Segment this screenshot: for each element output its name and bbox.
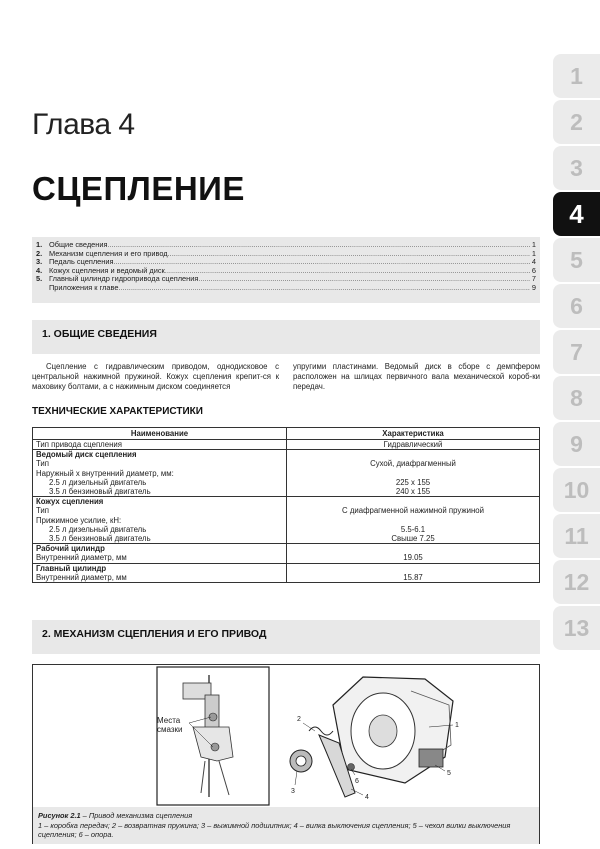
callout-6: 6	[355, 778, 359, 785]
intro-paragraph-right: упругими пластинами. Ведомый диск в сборе с демпфером расположен на шлицах первичного вала механической короб-ки передач.	[293, 362, 540, 392]
callout-3: 3	[291, 788, 295, 795]
spec-label: Тип	[33, 459, 287, 468]
specs-heading: ТЕХНИЧЕСКИЕ ХАРАКТЕРИСТИКИ	[32, 406, 203, 417]
table-row	[33, 553, 540, 563]
toc-number: 2.	[36, 248, 43, 258]
fork-boot	[419, 749, 443, 767]
lubrication-label-line1: Места	[157, 716, 181, 725]
spec-label: Внутренний диаметр, мм	[33, 573, 287, 583]
table-header-row	[33, 428, 540, 440]
toc-leader	[107, 241, 530, 250]
chapter-tabs	[553, 54, 600, 652]
spec-label: Внутренний диаметр, мм	[33, 553, 287, 563]
toc-number: 3.	[36, 257, 43, 267]
spec-value-empty	[287, 450, 540, 460]
chapter-tab-2[interactable]: 2	[553, 100, 600, 144]
table-of-contents	[32, 237, 540, 303]
chapter-tab-4-active[interactable]: 4	[553, 192, 600, 236]
callout-4: 4	[365, 794, 369, 801]
callout-5: 5	[447, 770, 451, 777]
caption-items: 1 – коробка передач; 2 – возвратная пружина; 3 – выжимной подшипник; 4 – вилка выключения сцепления; 5 – чехол вилки выключения сцепления; 6 – опора.	[38, 820, 511, 840]
spec-value-empty	[287, 563, 540, 573]
chapter-title: СЦЕПЛЕНИЕ	[32, 170, 245, 207]
chapter-tab-13[interactable]: 13	[553, 606, 600, 650]
spec-value-empty	[287, 516, 540, 525]
spec-label: Тип привода сцепления	[33, 440, 287, 450]
spec-value: 19.05	[287, 553, 540, 563]
table-row	[33, 440, 540, 450]
spec-value: 225 х 155	[287, 478, 540, 487]
spec-value-empty	[287, 469, 540, 478]
spec-value: Свыше 7.25	[287, 534, 540, 544]
toc-item[interactable]	[36, 284, 536, 293]
section-2-heading: 2. МЕХАНИЗМ СЦЕПЛЕНИЯ И ЕГО ПРИВОД	[32, 620, 540, 654]
table-row	[33, 478, 540, 487]
toc-leader	[114, 258, 531, 267]
table-row	[33, 516, 540, 525]
callout-leader	[295, 771, 297, 785]
table-row	[33, 450, 540, 460]
chapter-tab-8[interactable]: 8	[553, 376, 600, 420]
caption-title: – Привод механизма сцепления	[80, 811, 193, 820]
chapter-tab-12[interactable]: 12	[553, 560, 600, 604]
section-1-heading: 1. ОБЩИЕ СВЕДЕНИЯ	[32, 320, 540, 354]
toc-number: 1.	[36, 240, 43, 249]
figure-caption	[33, 807, 539, 844]
spec-label: 3.5 л бензиновый двигатель	[33, 487, 287, 497]
toc-page: 4	[531, 257, 536, 267]
spec-group-header: Кожух сцепления	[33, 497, 287, 507]
toc-number: 4.	[36, 265, 43, 275]
table-row	[33, 469, 540, 478]
chapter-tab-10[interactable]: 10	[553, 468, 600, 512]
chapter-tab-11[interactable]: 11	[553, 514, 600, 558]
col-value-header: Характеристика	[287, 428, 540, 440]
chapter-tab-3[interactable]: 3	[553, 146, 600, 190]
toc-number	[36, 284, 49, 293]
toc-leader	[168, 250, 530, 259]
spec-group-header: Главный цилиндр	[33, 563, 287, 573]
table-row	[33, 563, 540, 573]
chapter-tab-9[interactable]: 9	[553, 422, 600, 466]
toc-text: Кожух сцепления и ведомый диск	[49, 265, 165, 275]
spec-label: 2.5 л дизельный двигатель	[33, 525, 287, 534]
figure-2-1	[32, 664, 540, 844]
toc-text: Механизм сцепления и его привод	[49, 248, 168, 258]
spec-value: Гидравлический	[287, 440, 540, 450]
chapter-tab-1[interactable]: 1	[553, 54, 600, 98]
table-row	[33, 544, 540, 554]
return-spring	[309, 727, 333, 735]
table-row	[33, 459, 540, 468]
toc-text: Главный цилиндр гидропривода сцепления	[49, 274, 199, 284]
chapter-tab-7[interactable]: 7	[553, 330, 600, 374]
table-row	[33, 525, 540, 534]
col-name-header: Наименование	[33, 428, 287, 440]
toc-page: 9	[531, 282, 536, 292]
spec-group-header: Рабочий цилиндр	[33, 544, 287, 554]
chapter-tab-6[interactable]: 6	[553, 284, 600, 328]
table-row	[33, 573, 540, 583]
toc-page: 6	[531, 265, 536, 275]
table-row	[33, 506, 540, 515]
toc-text: Общие сведения	[49, 240, 108, 249]
chapter-label: Глава 4	[32, 108, 135, 141]
callout-2: 2	[297, 716, 301, 723]
toc-page: 7	[531, 274, 536, 284]
clutch-drive-illustration	[33, 665, 541, 807]
lubrication-point	[211, 743, 219, 751]
spec-value: С диафрагменной нажимной пружиной	[287, 506, 540, 515]
spec-value: 5.5-6.1	[287, 525, 540, 534]
caption-label: Рисунок 2.1	[38, 811, 81, 820]
toc-number: 5.	[36, 274, 43, 284]
spec-label: 3.5 л бензиновый двигатель	[33, 534, 287, 544]
specs-table	[32, 427, 540, 583]
toc-text: Педаль сцепления	[49, 257, 114, 267]
table-row	[33, 487, 540, 497]
intro-paragraph-left: Сцепление с гидравлическим приводом, однодисковое с центральной нажимной пружиной. Кожух сцепления крепит-ся к маховику болтами, а с нажимным диском соединяется	[32, 362, 279, 392]
spec-value: 240 х 155	[287, 487, 540, 497]
spec-label: Тип	[33, 506, 287, 515]
spec-label: Наружный х внутренний диаметр, мм:	[33, 469, 287, 478]
callout-1: 1	[455, 722, 459, 729]
spec-value-empty	[287, 497, 540, 507]
spec-value-empty	[287, 544, 540, 554]
toc-page: 1	[531, 248, 536, 258]
lubrication-label-line2: смазки	[157, 725, 183, 734]
spec-value: 15.87	[287, 573, 540, 583]
table-row	[33, 497, 540, 507]
chapter-tab-5[interactable]: 5	[553, 238, 600, 282]
spec-label: Прижимное усилие, кН:	[33, 516, 287, 525]
spec-value: Сухой, диафрагменный	[287, 459, 540, 468]
toc-page: 1	[531, 240, 536, 249]
toc-leader	[119, 284, 531, 293]
toc-leader	[165, 267, 530, 276]
toc-text: Приложения к главе	[49, 282, 119, 292]
release-bearing-bore	[296, 756, 306, 766]
table-row	[33, 534, 540, 544]
spec-label: 2.5 л дизельный двигатель	[33, 478, 287, 487]
spec-group-header: Ведомый диск сцепления	[33, 450, 287, 460]
input-shaft	[369, 715, 397, 747]
toc-leader	[198, 275, 530, 284]
